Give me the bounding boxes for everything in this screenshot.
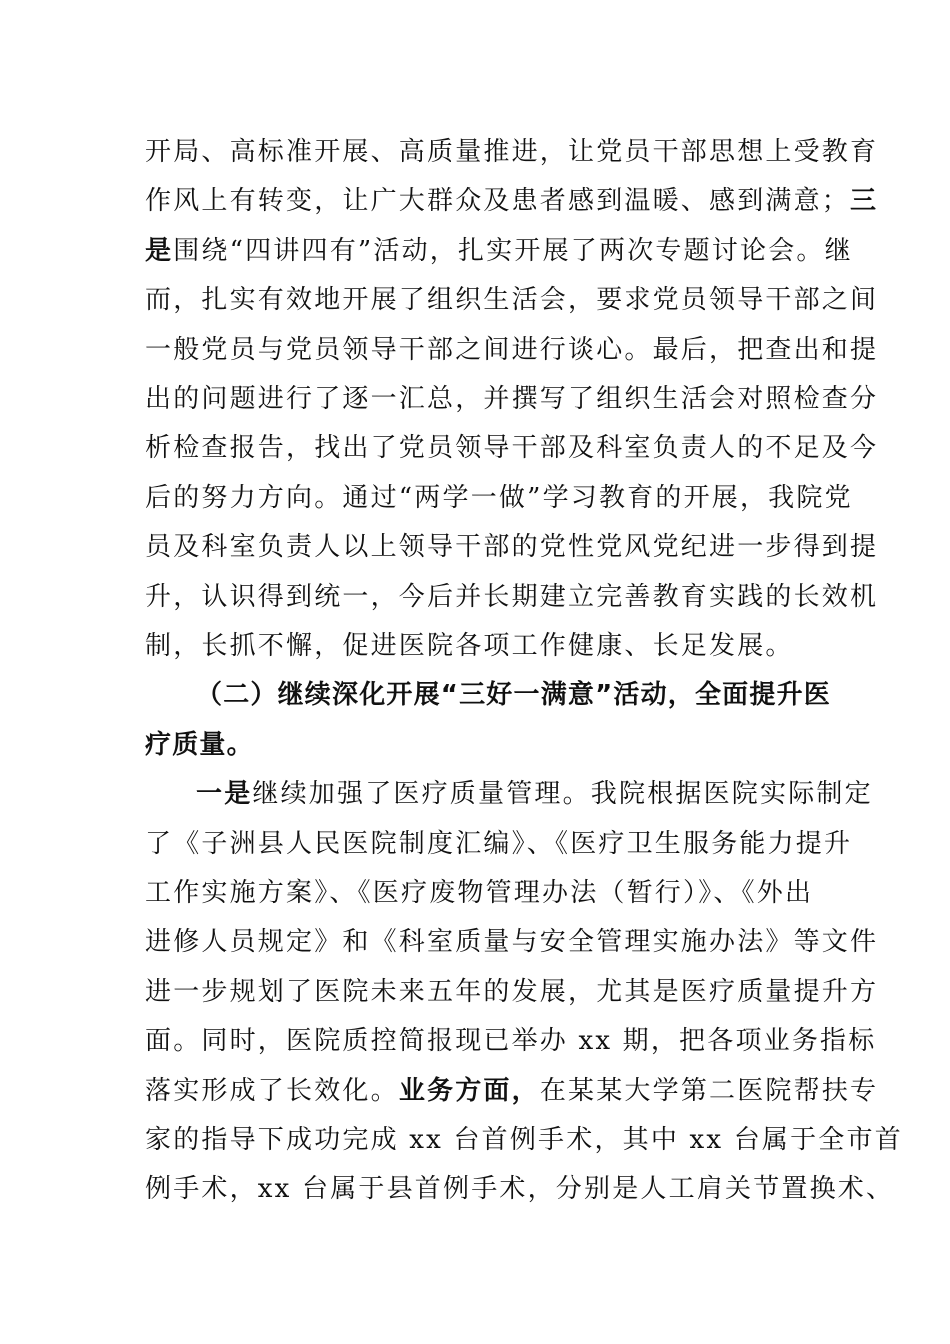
paragraph-line: [145, 226, 853, 276]
text-run: 工作实施方案》、《医疗废物管理办法（暂行）》、《外出: [145, 878, 814, 908]
paragraph-line: [145, 819, 853, 869]
text-run: 而，扎实有效地开展了组织生活会，要求党员领导干部之间: [145, 285, 879, 316]
text-run: 进修人员规定》和《科室质量与安全管理实施办法》等文件: [145, 927, 879, 958]
paragraph-line: [145, 374, 879, 424]
text-run: 落实形成了长效化。: [145, 1075, 399, 1106]
text-run: 一般党员与党员领导干部之间进行谈心。最后，把查出和提: [145, 334, 879, 365]
text-run: 开局、高标准开展、高质量推进，让党员干部思想上受教育: [145, 137, 879, 167]
paragraph-line: [145, 473, 853, 523]
text-run: 后的努力方向。通过“两学一做”学习教育的开展，我院党: [145, 482, 853, 513]
text-run: （二）继续深化开展“三好一满意”活动，全面提升医: [196, 680, 831, 711]
text-run: 面。同时，医院质控简报现已举办 xx 期，把各项业务指标: [145, 1026, 877, 1057]
paragraph-line: [145, 522, 879, 572]
paragraph-line: [145, 917, 879, 967]
paragraph-line: [145, 275, 879, 325]
text-run: 在某某大学第二医院帮扶专: [539, 1075, 879, 1106]
paragraph-line: [145, 967, 879, 1017]
bold-text: 三: [850, 186, 879, 217]
paragraph-line: [145, 176, 879, 226]
text-run: 了《子洲县人民医院制度汇编》、《医疗卫生服务能力提升: [145, 828, 853, 859]
text-run: 进一步规划了医院未来五年的发展，尤其是医疗质量提升方: [145, 976, 879, 1007]
text-run: 疗质量。: [145, 729, 254, 760]
text-run: 员及科室负责人以上领导干部的党性党风党纪进一步得到提: [145, 532, 879, 563]
paragraph-line: [145, 423, 879, 473]
paragraph-line: [145, 1164, 895, 1214]
text-run: 制，长抓不懈，促进医院各项工作健康、长足发展。: [145, 631, 794, 661]
section-heading-line: [196, 670, 876, 720]
bold-text: 是: [145, 235, 174, 266]
bold-text: 业务方面，: [398, 1075, 540, 1106]
paragraph-line: [145, 325, 879, 375]
text-run: 析检查报告，找出了党员领导干部及科室负责人的不足及今: [145, 433, 879, 464]
text-run: 升，认识得到统一，今后并长期建立完善教育实践的长效机: [145, 581, 879, 612]
paragraph-line: [145, 621, 825, 671]
text-run: 例手术，xx 台属于县首例手术，分别是人工肩关节置换术、: [145, 1174, 895, 1205]
paragraph-line: [145, 127, 879, 177]
bold-text: 一是: [196, 779, 253, 810]
paragraph-line: [145, 868, 825, 918]
paragraph-line: [145, 572, 879, 622]
text-run: 出的问题进行了逐一汇总，并撰写了组织生活会对照检查分: [145, 384, 879, 414]
text-run: 家的指导下成功完成 xx 台首例手术，其中 xx 台属于全市首: [145, 1125, 903, 1155]
paragraph-line: [145, 1066, 879, 1116]
paragraph-line: [145, 1016, 877, 1066]
paragraph-line: [196, 769, 876, 819]
text-run: 围绕“四讲四有”活动，扎实开展了两次专题讨论会。继: [173, 235, 853, 266]
text-run: 作风上有转变，让广大群众及患者感到温暖、感到满意；: [145, 186, 851, 217]
paragraph-line: [145, 1115, 903, 1165]
section-heading-line: [145, 720, 825, 770]
text-run: 继续加强了医疗质量管理。我院根据医院实际制定: [252, 779, 873, 810]
